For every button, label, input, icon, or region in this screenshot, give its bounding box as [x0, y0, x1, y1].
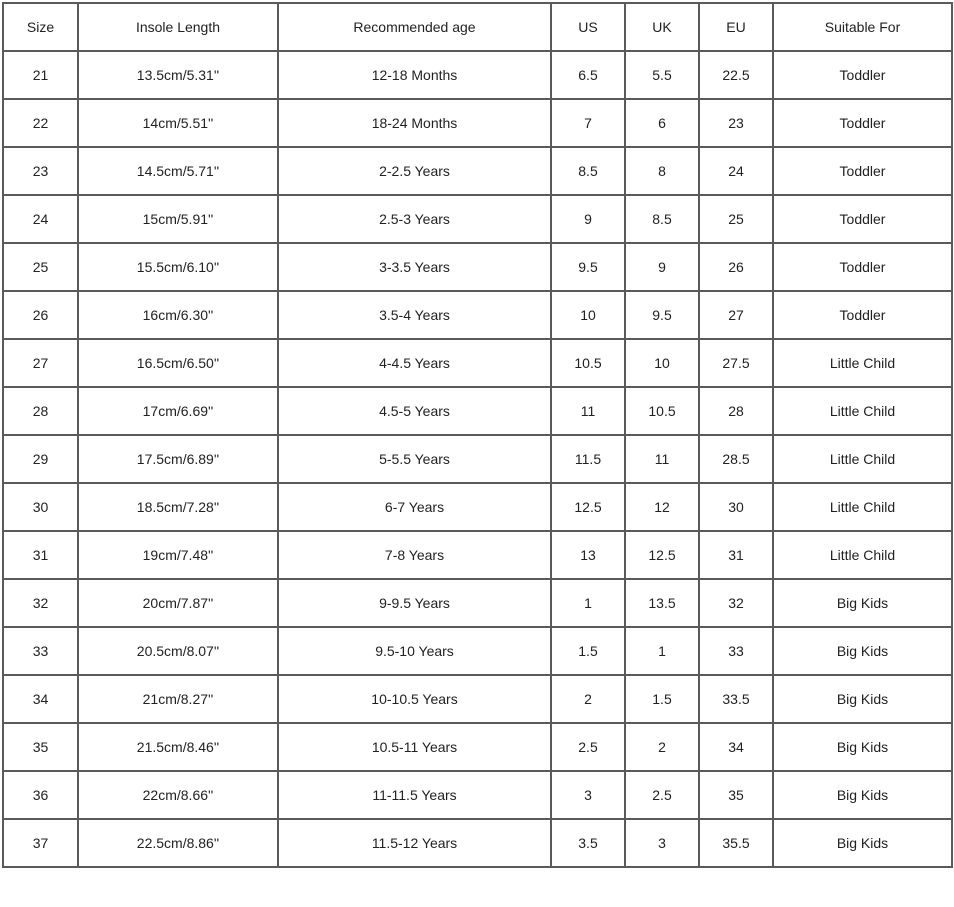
cell-insole-length: 14cm/5.51''	[78, 99, 278, 147]
cell-eu: 33	[699, 627, 773, 675]
cell-us: 2.5	[551, 723, 625, 771]
cell-eu: 35.5	[699, 819, 773, 867]
cell-us: 8.5	[551, 147, 625, 195]
cell-us: 2	[551, 675, 625, 723]
cell-uk: 1	[625, 627, 699, 675]
cell-eu: 34	[699, 723, 773, 771]
cell-eu: 27	[699, 291, 773, 339]
cell-insole-length: 22.5cm/8.86''	[78, 819, 278, 867]
cell-insole-length: 16.5cm/6.50''	[78, 339, 278, 387]
cell-uk: 2.5	[625, 771, 699, 819]
cell-recommended-age: 10-10.5 Years	[278, 675, 551, 723]
cell-recommended-age: 5-5.5 Years	[278, 435, 551, 483]
cell-size: 25	[3, 243, 78, 291]
cell-uk: 10.5	[625, 387, 699, 435]
cell-suitable-for: Big Kids	[773, 819, 952, 867]
cell-size: 23	[3, 147, 78, 195]
cell-recommended-age: 9-9.5 Years	[278, 579, 551, 627]
table-row	[3, 579, 952, 627]
cell-insole-length: 14.5cm/5.71''	[78, 147, 278, 195]
cell-suitable-for: Little Child	[773, 531, 952, 579]
cell-uk: 8	[625, 147, 699, 195]
cell-recommended-age: 12-18 Months	[278, 51, 551, 99]
cell-eu: 28	[699, 387, 773, 435]
table-row	[3, 243, 952, 291]
size-chart-container	[2, 2, 953, 868]
cell-suitable-for: Toddler	[773, 99, 952, 147]
cell-recommended-age: 6-7 Years	[278, 483, 551, 531]
cell-uk: 1.5	[625, 675, 699, 723]
cell-us: 11	[551, 387, 625, 435]
cell-recommended-age: 2-2.5 Years	[278, 147, 551, 195]
cell-uk: 8.5	[625, 195, 699, 243]
cell-size: 31	[3, 531, 78, 579]
cell-size: 24	[3, 195, 78, 243]
cell-eu: 25	[699, 195, 773, 243]
cell-suitable-for: Big Kids	[773, 627, 952, 675]
cell-size: 26	[3, 291, 78, 339]
table-row	[3, 435, 952, 483]
cell-suitable-for: Big Kids	[773, 675, 952, 723]
cell-insole-length: 20.5cm/8.07''	[78, 627, 278, 675]
cell-recommended-age: 11-11.5 Years	[278, 771, 551, 819]
cell-us: 9	[551, 195, 625, 243]
cell-uk: 6	[625, 99, 699, 147]
cell-recommended-age: 2.5-3 Years	[278, 195, 551, 243]
cell-recommended-age: 4.5-5 Years	[278, 387, 551, 435]
table-row	[3, 531, 952, 579]
cell-insole-length: 21.5cm/8.46''	[78, 723, 278, 771]
cell-suitable-for: Little Child	[773, 435, 952, 483]
cell-us: 10.5	[551, 339, 625, 387]
cell-size: 28	[3, 387, 78, 435]
cell-eu: 27.5	[699, 339, 773, 387]
cell-size: 22	[3, 99, 78, 147]
cell-suitable-for: Little Child	[773, 483, 952, 531]
header-us: US	[551, 3, 625, 51]
table-body	[3, 51, 952, 867]
cell-suitable-for: Toddler	[773, 291, 952, 339]
cell-insole-length: 15cm/5.91''	[78, 195, 278, 243]
table-row	[3, 723, 952, 771]
cell-suitable-for: Toddler	[773, 147, 952, 195]
cell-insole-length: 20cm/7.87''	[78, 579, 278, 627]
cell-us: 3.5	[551, 819, 625, 867]
cell-size: 33	[3, 627, 78, 675]
cell-insole-length: 16cm/6.30''	[78, 291, 278, 339]
cell-us: 6.5	[551, 51, 625, 99]
table-row	[3, 387, 952, 435]
cell-uk: 5.5	[625, 51, 699, 99]
cell-size: 32	[3, 579, 78, 627]
table-row	[3, 627, 952, 675]
cell-us: 11.5	[551, 435, 625, 483]
cell-insole-length: 18.5cm/7.28''	[78, 483, 278, 531]
header-row	[3, 3, 952, 51]
cell-eu: 35	[699, 771, 773, 819]
table-row	[3, 195, 952, 243]
table-row	[3, 291, 952, 339]
header-uk: UK	[625, 3, 699, 51]
cell-recommended-age: 4-4.5 Years	[278, 339, 551, 387]
cell-uk: 11	[625, 435, 699, 483]
cell-insole-length: 17.5cm/6.89''	[78, 435, 278, 483]
cell-us: 7	[551, 99, 625, 147]
cell-eu: 24	[699, 147, 773, 195]
header-eu: EU	[699, 3, 773, 51]
cell-eu: 23	[699, 99, 773, 147]
table-row	[3, 147, 952, 195]
cell-recommended-age: 9.5-10 Years	[278, 627, 551, 675]
cell-us: 10	[551, 291, 625, 339]
cell-insole-length: 19cm/7.48''	[78, 531, 278, 579]
table-row	[3, 99, 952, 147]
cell-us: 12.5	[551, 483, 625, 531]
cell-uk: 9.5	[625, 291, 699, 339]
cell-suitable-for: Toddler	[773, 51, 952, 99]
table-row	[3, 675, 952, 723]
cell-eu: 30	[699, 483, 773, 531]
cell-uk: 3	[625, 819, 699, 867]
cell-size: 27	[3, 339, 78, 387]
table-row	[3, 51, 952, 99]
cell-uk: 12.5	[625, 531, 699, 579]
header-suitable-for: Suitable For	[773, 3, 952, 51]
table-row	[3, 483, 952, 531]
table-row	[3, 819, 952, 867]
cell-suitable-for: Big Kids	[773, 579, 952, 627]
cell-uk: 12	[625, 483, 699, 531]
cell-insole-length: 21cm/8.27''	[78, 675, 278, 723]
cell-suitable-for: Toddler	[773, 195, 952, 243]
cell-us: 1.5	[551, 627, 625, 675]
cell-size: 29	[3, 435, 78, 483]
cell-eu: 32	[699, 579, 773, 627]
cell-insole-length: 15.5cm/6.10''	[78, 243, 278, 291]
cell-us: 3	[551, 771, 625, 819]
cell-recommended-age: 3-3.5 Years	[278, 243, 551, 291]
cell-eu: 28.5	[699, 435, 773, 483]
cell-size: 36	[3, 771, 78, 819]
cell-suitable-for: Little Child	[773, 387, 952, 435]
cell-us: 1	[551, 579, 625, 627]
header-size: Size	[3, 3, 78, 51]
cell-recommended-age: 10.5-11 Years	[278, 723, 551, 771]
cell-suitable-for: Little Child	[773, 339, 952, 387]
cell-uk: 13.5	[625, 579, 699, 627]
cell-uk: 2	[625, 723, 699, 771]
cell-size: 34	[3, 675, 78, 723]
cell-suitable-for: Big Kids	[773, 771, 952, 819]
cell-uk: 9	[625, 243, 699, 291]
cell-suitable-for: Toddler	[773, 243, 952, 291]
cell-suitable-for: Big Kids	[773, 723, 952, 771]
cell-us: 13	[551, 531, 625, 579]
header-insole-length: Insole Length	[78, 3, 278, 51]
cell-us: 9.5	[551, 243, 625, 291]
cell-eu: 22.5	[699, 51, 773, 99]
cell-uk: 10	[625, 339, 699, 387]
header-recommended-age: Recommended age	[278, 3, 551, 51]
cell-eu: 33.5	[699, 675, 773, 723]
table-row	[3, 339, 952, 387]
cell-insole-length: 13.5cm/5.31''	[78, 51, 278, 99]
cell-insole-length: 17cm/6.69''	[78, 387, 278, 435]
size-chart-table	[2, 2, 953, 868]
table-row	[3, 771, 952, 819]
cell-recommended-age: 11.5-12 Years	[278, 819, 551, 867]
cell-eu: 31	[699, 531, 773, 579]
cell-size: 30	[3, 483, 78, 531]
cell-size: 37	[3, 819, 78, 867]
cell-recommended-age: 3.5-4 Years	[278, 291, 551, 339]
cell-eu: 26	[699, 243, 773, 291]
cell-size: 21	[3, 51, 78, 99]
cell-recommended-age: 18-24 Months	[278, 99, 551, 147]
cell-size: 35	[3, 723, 78, 771]
cell-insole-length: 22cm/8.66''	[78, 771, 278, 819]
cell-recommended-age: 7-8 Years	[278, 531, 551, 579]
